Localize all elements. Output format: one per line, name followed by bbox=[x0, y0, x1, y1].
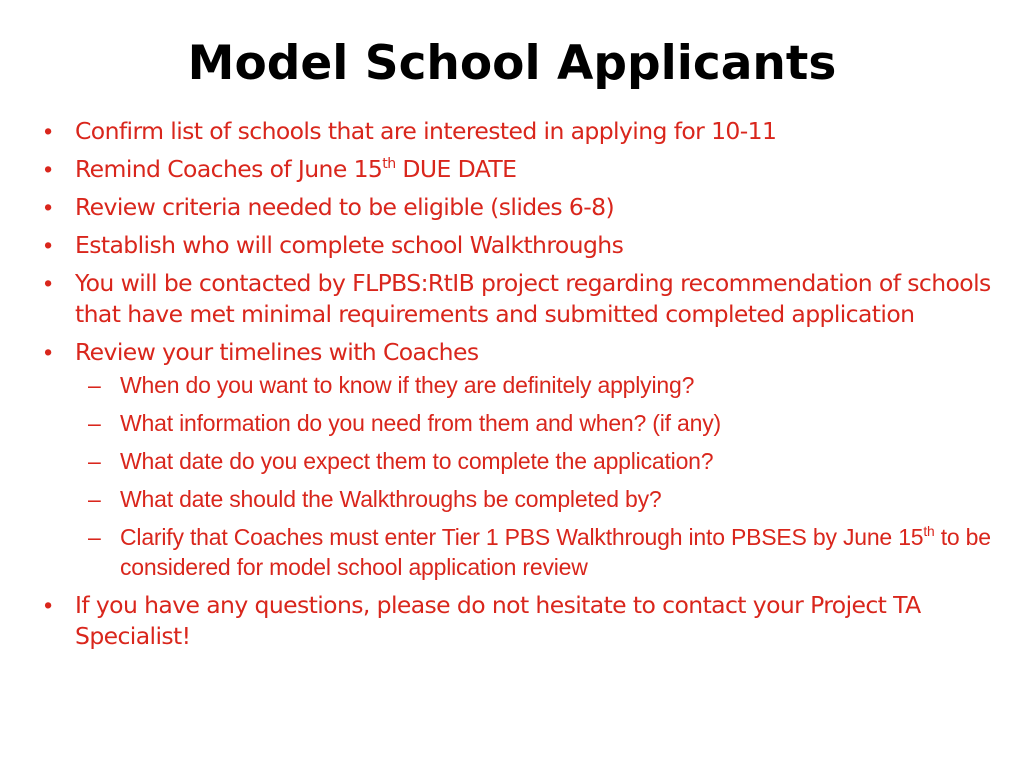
dash-icon: – bbox=[88, 372, 101, 398]
dash-icon: – bbox=[88, 410, 101, 436]
sub-bullet-text: When do you want to know if they are definitely applying? bbox=[120, 372, 695, 398]
bullet-item bbox=[44, 116, 994, 147]
bullet-text: Review criteria needed to be eligible (slides 6-8) bbox=[75, 193, 615, 221]
bullet-icon: • bbox=[44, 339, 53, 365]
bullet-text: Confirm list of schools that are interested in applying for 10-11 bbox=[75, 117, 777, 145]
bullet-text: Remind Coaches of June 15 bbox=[75, 155, 383, 183]
bullet-icon: • bbox=[44, 194, 53, 220]
bullet-icon: • bbox=[44, 156, 53, 182]
sub-bullet-item bbox=[44, 446, 994, 476]
bullet-text-tail: DUE DATE bbox=[395, 155, 517, 183]
sub-bullet-item bbox=[44, 370, 994, 400]
slide-title: Model School Applicants bbox=[187, 36, 837, 91]
bullet-icon: • bbox=[44, 118, 53, 144]
bullet-item bbox=[44, 192, 994, 223]
sub-bullet-text: Clarify that Coaches must enter Tier 1 PBS Walkthrough into PBSES by June 15 bbox=[120, 524, 924, 550]
bullet-icon: • bbox=[44, 270, 53, 296]
bullet-icon: • bbox=[44, 232, 53, 258]
dash-icon: – bbox=[88, 486, 101, 512]
bullet-item bbox=[44, 230, 994, 261]
ordinal-superscript: th bbox=[382, 155, 396, 172]
bullet-text: Establish who will complete school Walkthroughs bbox=[75, 231, 624, 259]
sub-bullet-item bbox=[44, 484, 994, 514]
sub-bullet-item bbox=[44, 522, 994, 582]
bullet-item bbox=[44, 268, 994, 330]
sub-bullet-item bbox=[44, 408, 994, 438]
sub-bullet-text-tail: to be considered for model school application review bbox=[120, 524, 991, 580]
bullet-text: If you have any questions, please do not hesitate to contact your Project TA Specialist! bbox=[75, 591, 921, 650]
bullet-list bbox=[44, 116, 994, 659]
sub-bullet-text: What date should the Walkthroughs be completed by? bbox=[120, 486, 662, 512]
sub-bullet-text: What information do you need from them and when? (if any) bbox=[120, 410, 721, 436]
dash-icon: – bbox=[88, 448, 101, 474]
bullet-item bbox=[44, 590, 994, 652]
bullet-item bbox=[44, 337, 994, 368]
bullet-item bbox=[44, 154, 994, 185]
bullet-text: Review your timelines with Coaches bbox=[75, 338, 479, 366]
ordinal-superscript: th bbox=[923, 524, 935, 540]
sub-bullet-text: What date do you expect them to complete the application? bbox=[120, 448, 714, 474]
bullet-icon: • bbox=[44, 592, 53, 618]
dash-icon: – bbox=[88, 524, 101, 550]
bullet-text: You will be contacted by FLPBS:RtIB project regarding recommendation of schools that have met minimal requirements and submitted completed application bbox=[75, 269, 991, 328]
sub-bullet-group bbox=[44, 370, 994, 582]
